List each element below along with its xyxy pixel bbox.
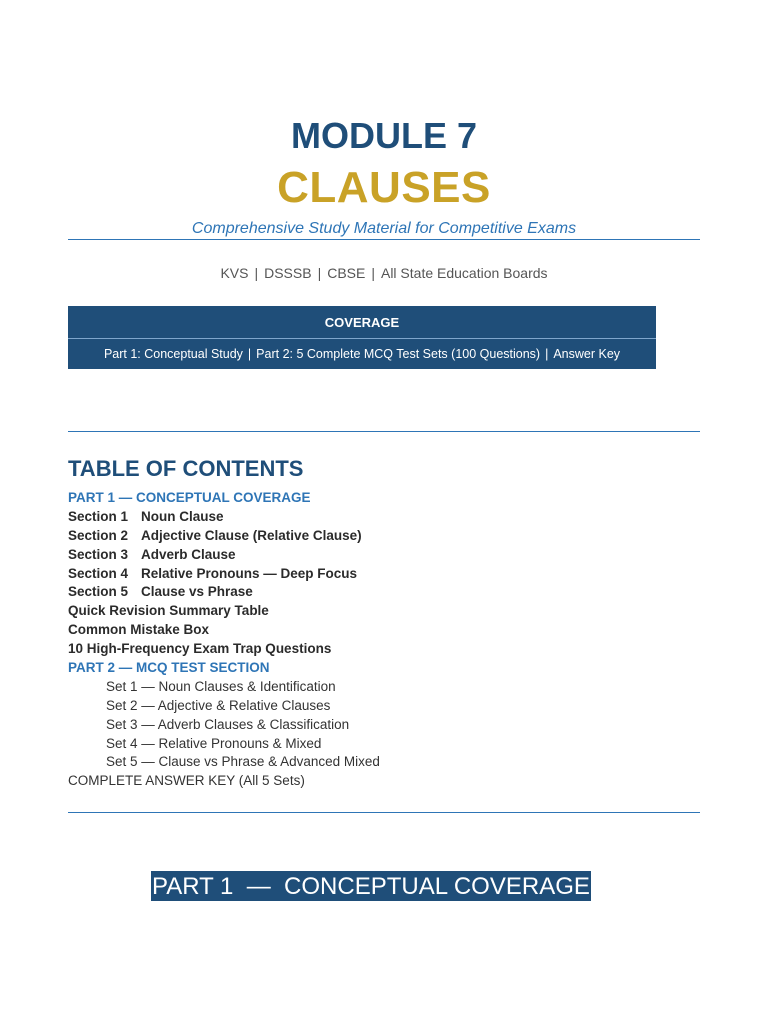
toc-set-item: Set 3 — Adverb Clauses & Classification — [106, 716, 350, 732]
board-kvs: KVS — [220, 265, 249, 281]
part1-banner-heading: PART 1 — CONCEPTUAL COVERAGE — [152, 873, 590, 900]
board-cbse: CBSE — [327, 265, 366, 281]
board-separator: | — [371, 265, 375, 281]
toc-section-title: Relative Pronouns — Deep Focus — [141, 565, 358, 581]
toc-part2-heading: PART 2 — MCQ TEST SECTION — [68, 660, 270, 676]
board-separator: | — [317, 265, 322, 281]
toc-section-item — [68, 545, 708, 564]
coverage-separator: | — [247, 347, 252, 361]
toc-set-item: Set 5 — Clause vs Phrase & Advanced Mixed — [106, 754, 380, 770]
exam-boards-line — [0, 264, 768, 282]
coverage-items — [68, 339, 656, 369]
toc-answer-key: COMPLETE ANSWER KEY (All 5 Sets) — [68, 773, 305, 789]
toc-section-item — [68, 582, 708, 601]
divider-line — [68, 431, 700, 432]
toc-section-title: Clause vs Phrase — [141, 584, 253, 600]
module-title: MODULE 7 — [290, 115, 477, 156]
toc-extra-item: Common Mistake Box — [68, 622, 210, 638]
toc-section-title: Adverb Clause — [141, 546, 236, 562]
toc-section-title: Adjective Clause (Relative Clause) — [141, 527, 362, 543]
coverage-box — [68, 306, 656, 369]
coverage-item-answer-key: Answer Key — [553, 347, 621, 361]
toc-section-title: Noun Clause — [141, 508, 224, 524]
toc-set-item: Set 2 — Adjective & Relative Clauses — [106, 697, 331, 713]
toc-set-item: Set 4 — Relative Pronouns & Mixed — [106, 735, 322, 751]
toc-section-number: Section 1 — [68, 508, 129, 524]
toc-extra-item: Quick Revision Summary Table — [68, 603, 269, 619]
toc-set-item: Set 1 — Noun Clauses & Identification — [106, 678, 336, 694]
toc-section-number: Section 3 — [68, 546, 129, 562]
coverage-separator: | — [545, 347, 549, 361]
toc-extra-item: 10 High-Frequency Exam Trap Questions — [68, 641, 332, 657]
divider-line — [68, 812, 700, 813]
toc-section-item — [68, 564, 708, 583]
coverage-item-part1: Part 1: Conceptual Study — [103, 347, 243, 361]
toc-section-number: Section 5 — [68, 584, 129, 600]
coverage-heading: COVERAGE — [324, 315, 400, 330]
coverage-item-part2: Part 2: 5 Complete MCQ Test Sets (100 Questions) — [256, 347, 541, 361]
toc-section-number: Section 2 — [68, 527, 129, 543]
board-state: All State Education Boards — [380, 265, 548, 281]
board-separator: | — [254, 265, 259, 281]
toc-part1-heading: PART 1 — CONCEPTUAL COVERAGE — [68, 490, 311, 505]
subtitle: Comprehensive Study Material for Competitive Exams — [191, 220, 577, 237]
topic-title: CLAUSES — [277, 163, 491, 212]
divider-line — [68, 239, 700, 240]
board-dsssb: DSSSB — [264, 265, 312, 281]
toc-section-item — [68, 507, 708, 526]
toc-section-item — [68, 526, 708, 545]
toc-list — [68, 488, 708, 790]
toc-heading: TABLE OF CONTENTS — [68, 456, 304, 481]
toc-section-number: Section 4 — [68, 565, 129, 581]
